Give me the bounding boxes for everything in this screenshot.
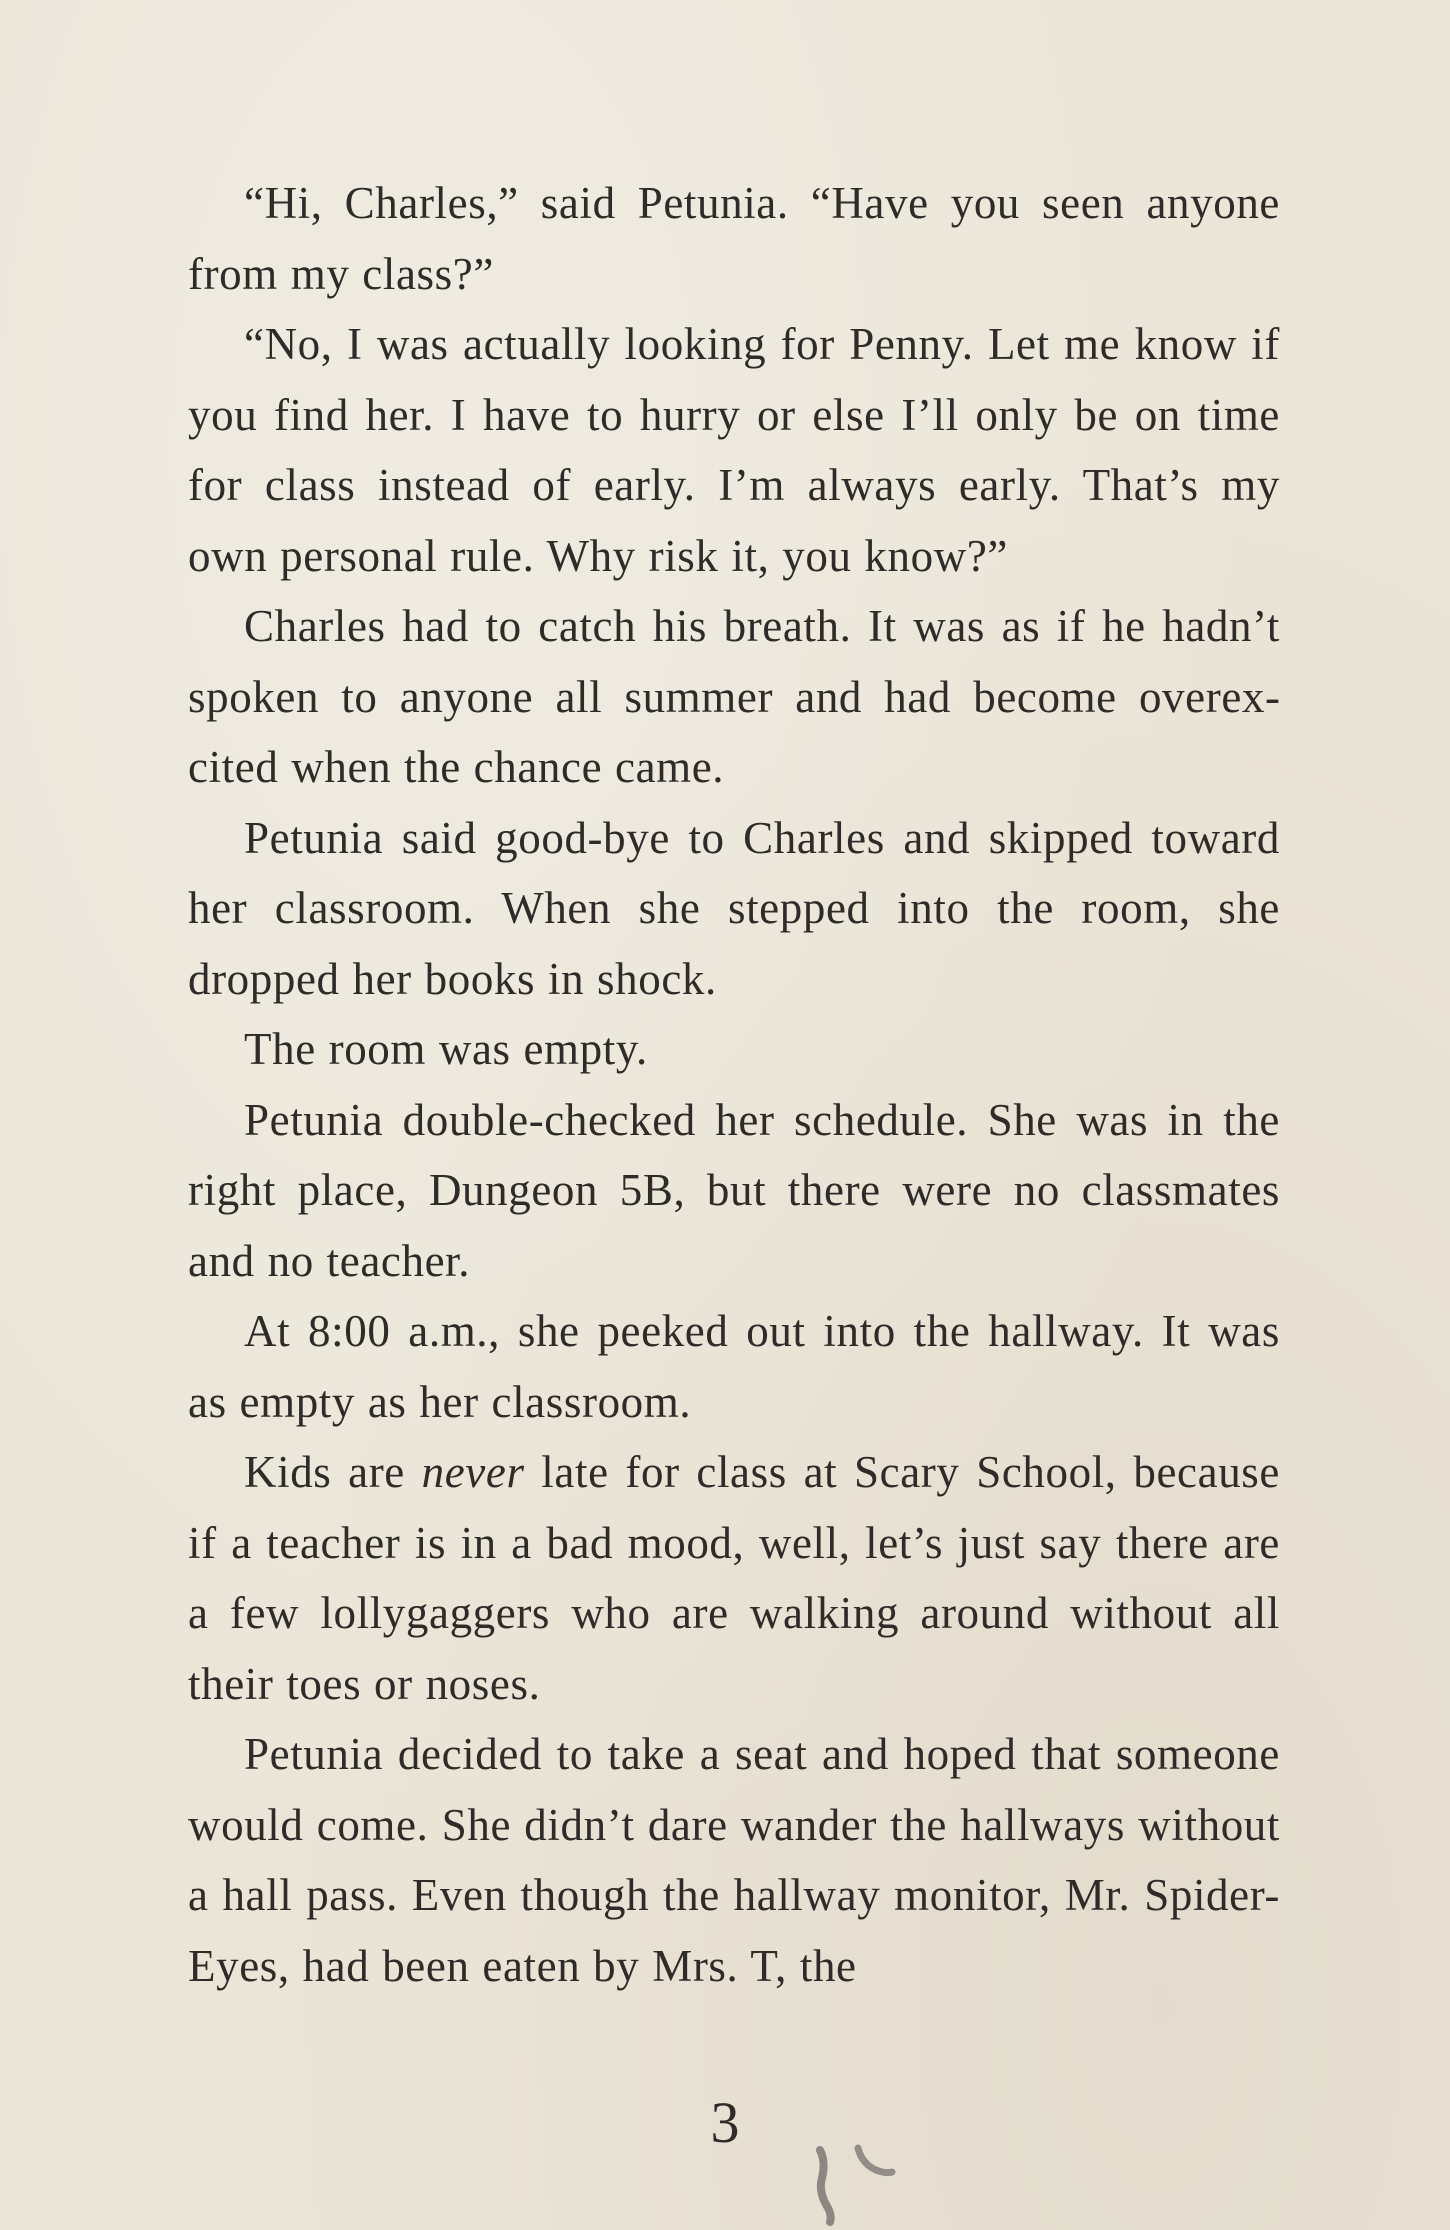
paragraph	[188, 1296, 1280, 1437]
paragraph-text: Petunia double-checked her schedule. She was in the right place, Dungeon 5B, but there were no classmates and no teacher.	[188, 1094, 1280, 1286]
paragraph-text: Petunia said good-bye to Charles and skipped toward her classroom. When she stepped into the room, she dropped her books in shock.	[188, 812, 1280, 1004]
ink-smudge	[800, 2130, 910, 2230]
paragraph-text: late for class at Scary School, because if a teacher is in a bad mood, well, let’s just say there are a few lollygaggers who are walking around without all their toes or noses.	[188, 1447, 1280, 1709]
emphasis-text: never	[421, 1447, 525, 1497]
page-number: 3	[710, 2090, 740, 2155]
paragraph-text: Charles had to catch his breath. It was as if he hadn’t spoken to anyone all summer and had become overexcited when the chance came.	[188, 601, 1280, 792]
paragraph-text: Petunia decided to take a seat and hoped that someone would come. She didn’t dare wander the hallways without a hall pass. Even though the hallway monitor, Mr. Spider-Eyes, had been eaten by Mrs. T, the	[188, 1729, 1280, 1991]
paragraph-text: The room was empty.	[244, 1024, 648, 1074]
paragraph-text: “No, I was actually looking for Penny. Let me know if you find her. I have to hurry or else I’ll only be on time for class instead of early. I’m always early. That’s my own personal rule. Why risk it, you know?”	[188, 319, 1280, 581]
paragraph	[188, 1719, 1280, 2001]
paragraph	[188, 168, 1280, 309]
paragraph	[188, 1014, 1280, 1085]
body-text	[188, 168, 1280, 2001]
paragraph-text: At 8:00 a.m., she peeked out into the hallway. It was as empty as her classroom.	[188, 1306, 1280, 1427]
paragraph	[188, 1085, 1280, 1297]
paragraph	[188, 591, 1280, 803]
paragraph-text: Kids are	[244, 1447, 422, 1497]
paragraph-text: “Hi, Charles,” said Petunia. “Have you seen anyone from my class?”	[188, 178, 1280, 299]
paragraph	[188, 803, 1280, 1015]
paragraph	[188, 309, 1280, 591]
paragraph	[188, 1437, 1280, 1719]
